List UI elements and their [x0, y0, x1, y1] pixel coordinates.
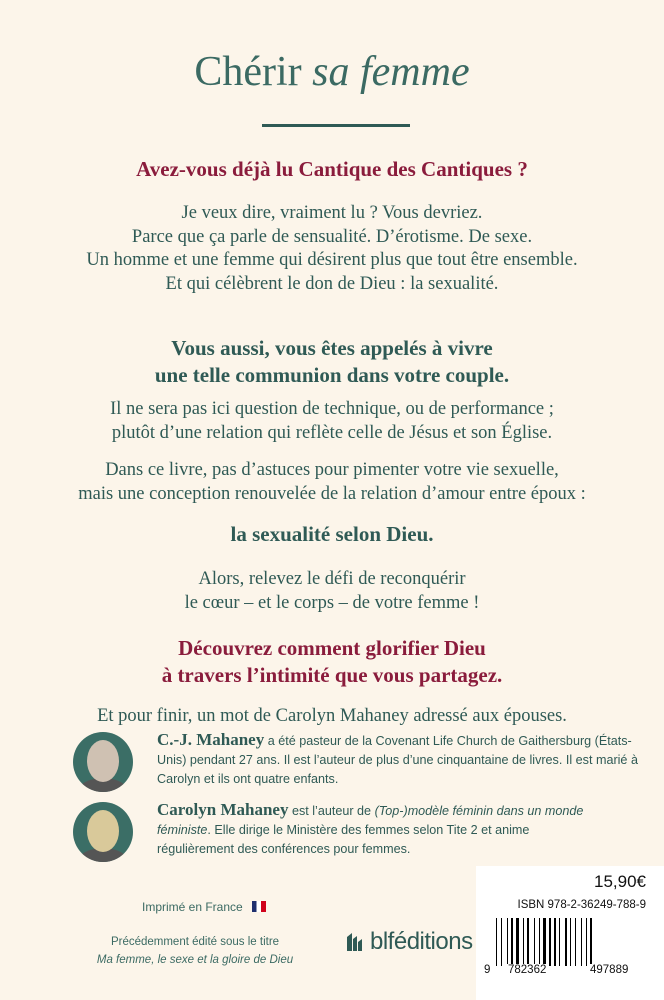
- title-regular: Chérir: [194, 49, 313, 95]
- barcode-bar: [554, 918, 556, 966]
- previous-title: Ma femme, le sexe et la gloire de Dieu: [96, 954, 294, 966]
- bio-description: a été pasteur de la Covenant Life Church de Gaithersburg (États-Unis) pendant 27 ans. Il est l’auteur de plus d’une cinquantaine de livres. Il est marié à Carolyn et ils ont quatre enfants.: [157, 734, 638, 786]
- bio-description: . Elle dirige le Ministère des femmes selon Tite 2 et anime régulièrement des conférences pour femmes.: [157, 823, 530, 856]
- publisher-logo: [345, 928, 473, 956]
- text-line: Je veux dire, vraiment lu ? Vous devriez.: [181, 203, 483, 223]
- publisher-name: blféditions: [370, 928, 473, 955]
- barcode-bar: [503, 918, 506, 966]
- barcode-bar: [543, 918, 546, 966]
- barcode-bar: [586, 918, 587, 966]
- text-line: Découvrez comment glorifier Dieu: [178, 636, 486, 660]
- headline-selon-dieu: la sexualité selon Dieu.: [230, 522, 434, 546]
- headline-cantique: Avez-vous déjà lu Cantique des Cantiques ?: [136, 157, 528, 181]
- previous-edition: [95, 933, 295, 969]
- barcode: [496, 918, 656, 966]
- barcode-digits-left: 782362: [508, 964, 547, 976]
- barcode-bar: [520, 918, 522, 966]
- text-line: Dans ce livre, pas d’astuces pour pimenter votre vie sexuelle,: [105, 460, 559, 480]
- divider: [262, 124, 410, 127]
- text-line: plutôt d’une relation qui reflète celle de Jésus et son Église.: [111, 422, 553, 443]
- paragraph-3: [0, 459, 664, 506]
- text-line: mais une conception renouvelée de la relation d’amour entre époux :: [78, 483, 586, 504]
- barcode-bar: [509, 918, 510, 966]
- text-line: le cœur – et le corps – de votre femme !: [184, 592, 480, 613]
- paragraph-2: [0, 398, 664, 445]
- bio-description: est l’auteur de: [288, 804, 375, 818]
- book-title: [0, 48, 664, 96]
- barcode-bar: [541, 918, 542, 966]
- printed-label: Imprimé en France: [142, 900, 243, 914]
- paragraph-1: [0, 202, 664, 296]
- avatar-carolyn-mahaney: [73, 802, 133, 862]
- barcode-digits-right: 497889: [590, 964, 629, 976]
- barcode-bar: [539, 918, 540, 966]
- text-line: une telle communion dans votre couple.: [154, 363, 510, 387]
- barcode-bar: [536, 918, 538, 966]
- barcode-bar: [527, 918, 529, 966]
- text-line: Vous aussi, vous êtes appelés à vivre: [171, 336, 493, 360]
- barcode-bar: [561, 918, 564, 966]
- paragraph-4: [0, 568, 664, 615]
- author-name: C.-J. Mahaney: [157, 730, 265, 749]
- previous-label: Précédemment édité sous le titre: [110, 936, 280, 948]
- author-name: Carolyn Mahaney: [157, 800, 289, 819]
- barcode-bar: [588, 918, 589, 966]
- price: 15,90€: [594, 872, 646, 891]
- printed-in-france: [142, 900, 266, 914]
- barcode-bar: [565, 918, 567, 966]
- barcode-bar: [511, 918, 513, 966]
- text-line: à travers l’intimité que vous partagez.: [161, 663, 503, 687]
- barcode-box: [476, 866, 664, 1000]
- barcode-bar: [516, 918, 519, 966]
- barcode-bar: [496, 918, 497, 966]
- paragraph-5: Et pour finir, un mot de Carolyn Mahaney adressé aux épouses.: [97, 706, 567, 726]
- book-stack-icon: [345, 931, 365, 953]
- barcode-bar: [577, 918, 580, 966]
- barcode-bar: [552, 918, 553, 966]
- barcode-bar: [572, 918, 574, 966]
- barcode-bar: [549, 918, 551, 966]
- french-flag-icon: [252, 901, 266, 912]
- barcode-bar: [547, 918, 548, 966]
- text-line: Il ne sera pas ici question de technique, ou de performance ;: [110, 399, 554, 419]
- headline-communion: [0, 335, 664, 389]
- barcode-bar: [568, 918, 569, 966]
- bio-text: [157, 730, 647, 789]
- avatar-cj-mahaney: [73, 732, 133, 792]
- barcode-bar: [557, 918, 558, 966]
- headline-glorifier: [0, 635, 664, 689]
- barcode-bar: [559, 918, 560, 966]
- barcode-bar: [507, 918, 508, 966]
- text-line: Et qui célèbrent le don de Dieu : la sexualité.: [165, 273, 499, 294]
- barcode-bar: [570, 918, 571, 966]
- barcode-bar: [534, 918, 535, 966]
- title-italic: sa femme: [312, 49, 470, 95]
- barcode-bar: [583, 918, 585, 966]
- bio-text: [157, 800, 587, 859]
- barcode-bar: [525, 918, 526, 966]
- barcode-bar: [498, 918, 500, 966]
- barcode-bar: [501, 918, 502, 966]
- book-title-reference: (Top-)modèle féminin dans un monde féministe: [157, 804, 584, 837]
- barcode-bar: [514, 918, 515, 966]
- barcode-bar: [590, 918, 592, 966]
- text-line: Alors, relevez le défi de reconquérir: [198, 569, 466, 589]
- barcode-bar: [581, 918, 582, 966]
- text-line: Un homme et une femme qui désirent plus que tout être ensemble.: [86, 250, 578, 270]
- barcode-bar: [575, 918, 576, 966]
- barcode-bar: [530, 918, 533, 966]
- barcode-digit: 9: [484, 964, 491, 976]
- barcode-bar: [523, 918, 524, 966]
- text-line: Parce que ça parle de sensualité. D’érotisme. De sexe.: [131, 226, 533, 247]
- isbn: ISBN 978-2-36249-788-9: [517, 899, 646, 911]
